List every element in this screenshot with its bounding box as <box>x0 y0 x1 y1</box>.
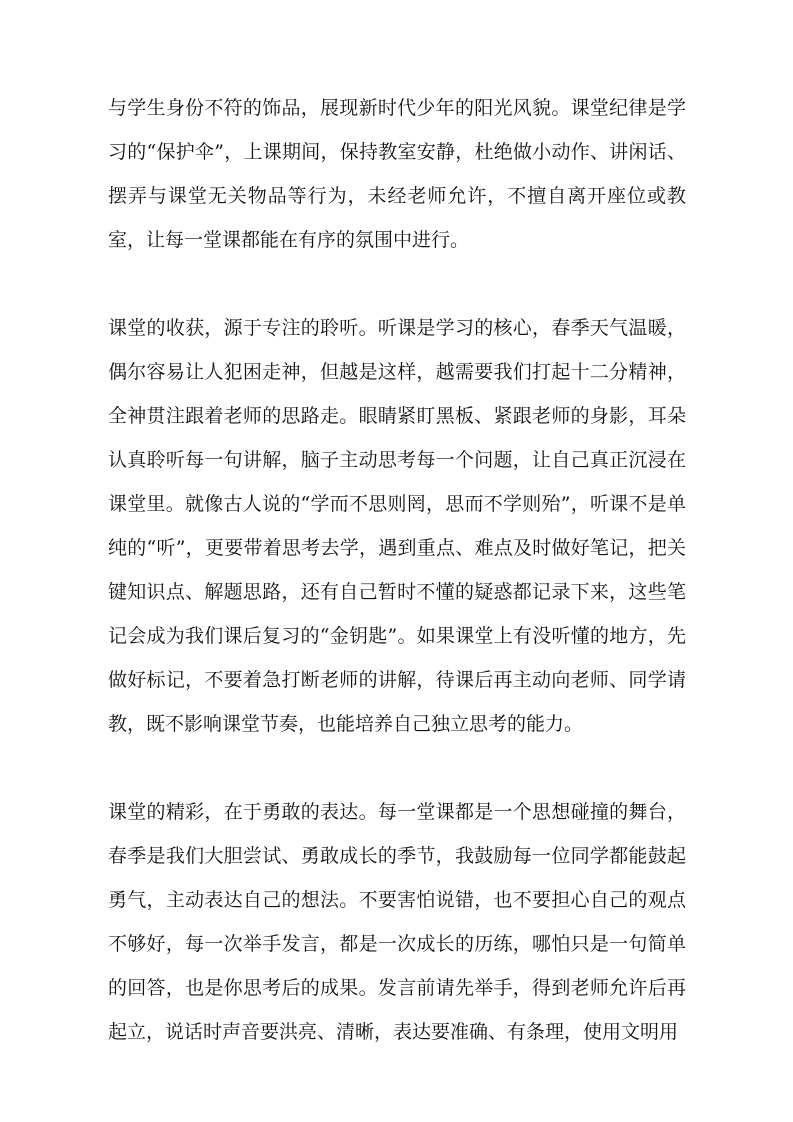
paragraph-focused-listening: 课堂的收获，源于专注的聆听。听课是学习的核心，春季天气温暖，偶尔容易让人犯困走神，但越是这样，越需要我们打起十二分精神，全神贯注跟着老师的思路走。眼睛紧盯黑板、紧跟老师的身影，耳朵认真聆听每一句讲解，脑子主动思考每一个问题，让自己真正沉浸在课堂里。就像古人说的“学而不思则罔，思而不学则殆”，听课不是单纯的“听”，更要带着思考去学，遇到重点、难点及时做好笔记，把关键知识点、解题思路，还有自己暂时不懂的疑惑都记录下来，这些笔记会成为我们课后复习的“金钥匙”。如果课堂上有没听懂的地方，先做好标记，不要着急打断老师的讲解，待课后再主动向老师、同学请教，既不影响课堂节奏，也能培养自己独立思考的能力。 <box>108 317 686 735</box>
paragraph-classroom-discipline: 与学生身份不符的饰品，展现新时代少年的阳光风貌。课堂纪律是学习的“保护伞”，上课期间，保持教室安静，杜绝做小动作、讲闲话、摆弄与课堂无关物品等行为，未经老师允许，不擅自离开座位或教室，让每一堂课都能在有序的氛围中进行。 <box>108 97 686 251</box>
paragraph-brave-expression: 课堂的精彩，在于勇敢的表达。每一堂课都是一个思想碰撞的舞台，春季是我们大胆尝试、勇敢成长的季节，我鼓励每一位同学都能鼓起勇气，主动表达自己的想法。不要害怕说错，也不要担心自己的观点不够好，每一次举手发言，都是一次成长的历练，哪怕只是一句简单的回答，也是你思考后的成果。发言前请先举手，得到老师允许后再起立，说话时声音要洪亮、清晰，表达要准确、有条理，使用文明用 <box>108 801 686 1043</box>
document-page <box>108 86 686 1054</box>
